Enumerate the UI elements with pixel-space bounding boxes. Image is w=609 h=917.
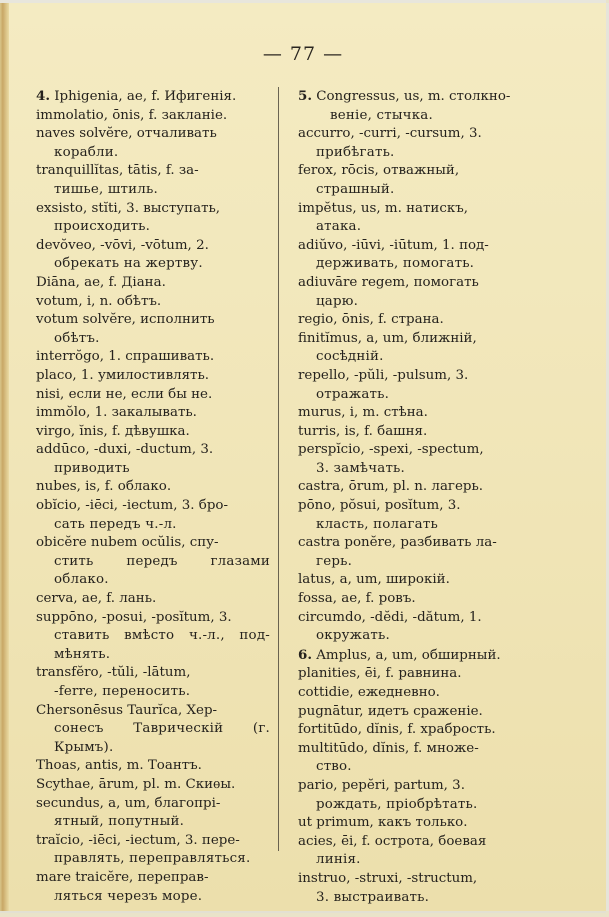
entry-headword: nisi, если не, если бы не. (36, 386, 213, 402)
entry-continuation: -ferre, переносить. (54, 684, 191, 699)
entry-headword: votum, i, n. обѣтъ. (36, 293, 162, 309)
vocabulary-entry (36, 200, 270, 237)
entry-headword: pario, pepĕri, partum, 3. (298, 777, 465, 793)
entry-continuation: стить передъ глазами облако. (54, 553, 270, 588)
entry-headword: adiŭvo, -iūvi, -iūtum, 1. под- (298, 237, 489, 253)
page-number: — 77 — (262, 43, 344, 65)
vocabulary-entry (298, 571, 530, 590)
entry-continuation: 3. выстраивать. (316, 889, 430, 905)
vocabulary-entry (298, 870, 530, 907)
entry-headword: latus, a, um, широкій. (298, 572, 450, 588)
column-divider (278, 87, 279, 851)
entry-headword: instruo, -struxi, -structum, (298, 870, 478, 886)
entry-headword: pōno, pŏsui, posĭtum, 3. (298, 498, 461, 514)
section-number: 6. (298, 646, 312, 663)
entry-continuation: происходить. (54, 219, 151, 235)
entry-headword: ferox, rōcis, отважный, (298, 163, 460, 179)
entry-continuation: правлять, переправляться. (54, 851, 251, 867)
vocabulary-entry (298, 423, 530, 442)
vocabulary-entry (298, 404, 530, 423)
vocabulary-entry (36, 590, 270, 609)
vocabulary-entry (298, 740, 530, 777)
vocabulary-entry (36, 534, 270, 590)
entry-headword: Chersonēsus Taurĭca, Хер- (36, 702, 218, 718)
section-number: 4. (36, 88, 50, 104)
entry-continuation: сосѣдній. (316, 349, 384, 365)
entry-headword: fortitūdo, dĭnis, f. храбрость. (298, 722, 496, 738)
left-column (36, 87, 270, 906)
entry-headword: castra, ōrum, pl. n. лагерь. (298, 479, 483, 495)
vocabulary-entry (36, 404, 270, 423)
vocabulary-entry (36, 478, 270, 497)
entry-headword: acies, ēi, f. острота, боевая (298, 833, 487, 849)
vocabulary-entry (36, 87, 270, 107)
entry-headword: secundus, a, um, благопрі- (36, 795, 221, 811)
vocabulary-entry (36, 237, 270, 274)
vocabulary-entry (298, 125, 530, 162)
entry-headword: obicĕre nubem ocŭlis, спу- (36, 535, 219, 551)
entry-continuation: ятный, попутный. (54, 814, 185, 830)
entry-continuation: обрекать на жертву. (54, 256, 203, 272)
vocabulary-entry (36, 367, 270, 386)
entry-headword: transfĕro, -tŭli, -lātum, (36, 665, 191, 681)
vocabulary-entry (298, 497, 530, 534)
entry-headword: accurro, -curri, -cursum, 3. (298, 126, 482, 142)
vocabulary-entry (298, 534, 530, 571)
entry-headword: exsisto, stĭti, 3. выступать, (36, 200, 221, 216)
entry-headword: nubes, is, f. облако. (36, 479, 172, 495)
entry-continuation: приводить (54, 460, 130, 476)
vocabulary-entry (36, 125, 270, 162)
entry-continuation: сать передъ ч.-л. (54, 516, 177, 532)
entry-headword: multitūdo, dĭnis, f. множе- (298, 740, 479, 756)
entry-headword: traĭcio, -iēci, -iectum, 3. пере- (36, 832, 240, 848)
entry-continuation: корабли. (54, 144, 119, 160)
vocabulary-entry (36, 386, 270, 405)
vocabulary-entry (298, 833, 530, 870)
entry-headword: Thoas, antis, m. Тоантъ. (36, 758, 202, 774)
vocabulary-entry (298, 721, 530, 740)
entry-headword: Congressus, us, m. столкно- (316, 89, 511, 104)
entry-headword: votum solvĕre, исполнить (36, 312, 215, 328)
entry-continuation: 3. замѣчать. (316, 460, 406, 476)
entry-headword: suppōno, -posui, -posĭtum, 3. (36, 609, 232, 625)
entry-headword: perspĭcio, -spexi, -spectum, (298, 442, 484, 458)
vocabulary-entry (298, 274, 530, 311)
section-number: 5. (298, 88, 312, 104)
entry-headword: Scythae, ārum, pl. m. Скиѳы. (36, 776, 236, 792)
entry-headword: obĭcio, -iēci, -iectum, 3. бро- (36, 498, 229, 514)
vocabulary-entry (298, 478, 530, 497)
entry-continuation: ство. (316, 759, 352, 775)
vocabulary-entry (36, 497, 270, 534)
entry-headword: addūco, -duxi, -ductum, 3. (36, 442, 214, 458)
entry-continuation: прибѣгать. (316, 144, 395, 160)
vocabulary-entry (36, 609, 270, 665)
vocabulary-entry (298, 777, 530, 814)
entry-headword: finitĭmus, a, um, ближній, (298, 330, 477, 346)
entry-headword: immolatio, ōnis, f. закланіе. (36, 107, 228, 123)
entry-headword: tranquillĭtas, tātis, f. за- (36, 163, 199, 179)
vocabulary-entry (36, 776, 270, 795)
vocabulary-entry (36, 757, 270, 776)
entry-headword: planities, ēi, f. равнина. (298, 666, 462, 682)
entry-headword: adiuvāre regem, помогать (298, 274, 479, 290)
entry-headword: devŏveo, -vōvi, -vōtum, 2. (36, 237, 209, 253)
vocabulary-entry (36, 293, 270, 312)
vocabulary-entry (298, 237, 530, 274)
vocabulary-entry (298, 646, 530, 666)
vocabulary-entry (36, 274, 270, 293)
entry-headword: virgo, ĭnis, f. дѣвушка. (36, 423, 190, 439)
entry-continuation: страшный. (316, 181, 395, 197)
vocabulary-entry (36, 795, 270, 832)
vocabulary-entry (36, 311, 270, 348)
entry-headword: impĕtus, us, m. натискъ, (298, 200, 468, 216)
entry-headword: interrŏgo, 1. спрашивать. (36, 349, 215, 365)
entry-continuation: веніе, стычка. (330, 107, 433, 123)
entry-continuation: линія. (316, 852, 361, 868)
entry-continuation: атака. (316, 219, 362, 235)
entry-continuation: герь. (316, 553, 353, 569)
entry-headword: repello, -pŭli, -pulsum, 3. (298, 367, 469, 383)
vocabulary-entry (36, 348, 270, 367)
entry-headword: ut primum, какъ только. (298, 815, 468, 831)
vocabulary-entry (298, 590, 530, 609)
vocabulary-entry (298, 609, 530, 646)
entry-continuation: отражать. (316, 386, 390, 402)
vocabulary-entry (298, 311, 530, 330)
entry-continuation: тишье, штиль. (54, 181, 158, 197)
entry-headword: cottidie, ежедневно. (298, 685, 440, 700)
vocabulary-entry (36, 107, 270, 126)
vocabulary-entry (298, 665, 530, 684)
entry-continuation: обѣтъ. (54, 330, 100, 346)
entry-headword: cerva, ae, f. лань. (36, 591, 157, 607)
entry-continuation: рождать, пріобрѣтать. (316, 796, 478, 812)
vocabulary-entry (36, 832, 270, 869)
entry-headword: fossa, ae, f. ровъ. (298, 591, 416, 607)
vocabulary-entry (36, 441, 270, 478)
entry-continuation: царю. (316, 293, 359, 309)
entry-continuation: класть, полагать (316, 516, 438, 532)
vocabulary-entry (36, 664, 270, 701)
vocabulary-entry (298, 200, 530, 237)
vocabulary-entry (298, 703, 530, 722)
vocabulary-entry (298, 441, 530, 478)
entry-continuation: окружать. (316, 628, 390, 644)
right-column (298, 87, 530, 907)
vocabulary-entry (298, 367, 530, 404)
entry-continuation: ляться черезъ море. (54, 888, 203, 904)
entry-headword: circumdo, -dĕdi, -dătum, 1. (298, 609, 482, 625)
entry-headword: Iphigenia, ae, f. Ифигенія. (54, 89, 237, 104)
entry-continuation: держивать, помогать. (316, 256, 475, 272)
vocabulary-entry (298, 162, 530, 199)
entry-headword: castra ponĕre, разбивать ла- (298, 535, 497, 551)
entry-headword: Diāna, ae, f. Діана. (36, 274, 166, 290)
entry-continuation: сонесъ Таврическій (г. Крымъ). (54, 721, 270, 755)
entry-headword: naves solvĕre, отчаливать (36, 126, 217, 142)
entry-headword: murus, i, m. стѣна. (298, 405, 428, 421)
vocabulary-entry (298, 330, 530, 367)
entry-headword: regio, ōnis, f. страна. (298, 312, 444, 328)
entry-headword: immŏlo, 1. закалывать. (36, 405, 197, 421)
vocabulary-entry (36, 869, 270, 906)
vocabulary-entry (298, 684, 530, 703)
vocabulary-entry (36, 162, 270, 199)
vocabulary-entry (36, 702, 270, 758)
entry-headword: pugnātur, идетъ сраженіе. (298, 703, 483, 719)
vocabulary-entry (298, 87, 530, 125)
entry-headword: turris, is, f. башня. (298, 423, 428, 439)
entry-headword: Amplus, a, um, обширный. (316, 647, 501, 663)
entry-headword: placo, 1. умилостивлять. (36, 367, 210, 383)
entry-headword: mare traicĕre, переправ- (36, 869, 209, 885)
vocabulary-entry (298, 814, 530, 833)
entry-continuation: ставить вмѣсто ч.-л., под-мѣнять. (54, 628, 270, 662)
vocabulary-entry (36, 423, 270, 442)
